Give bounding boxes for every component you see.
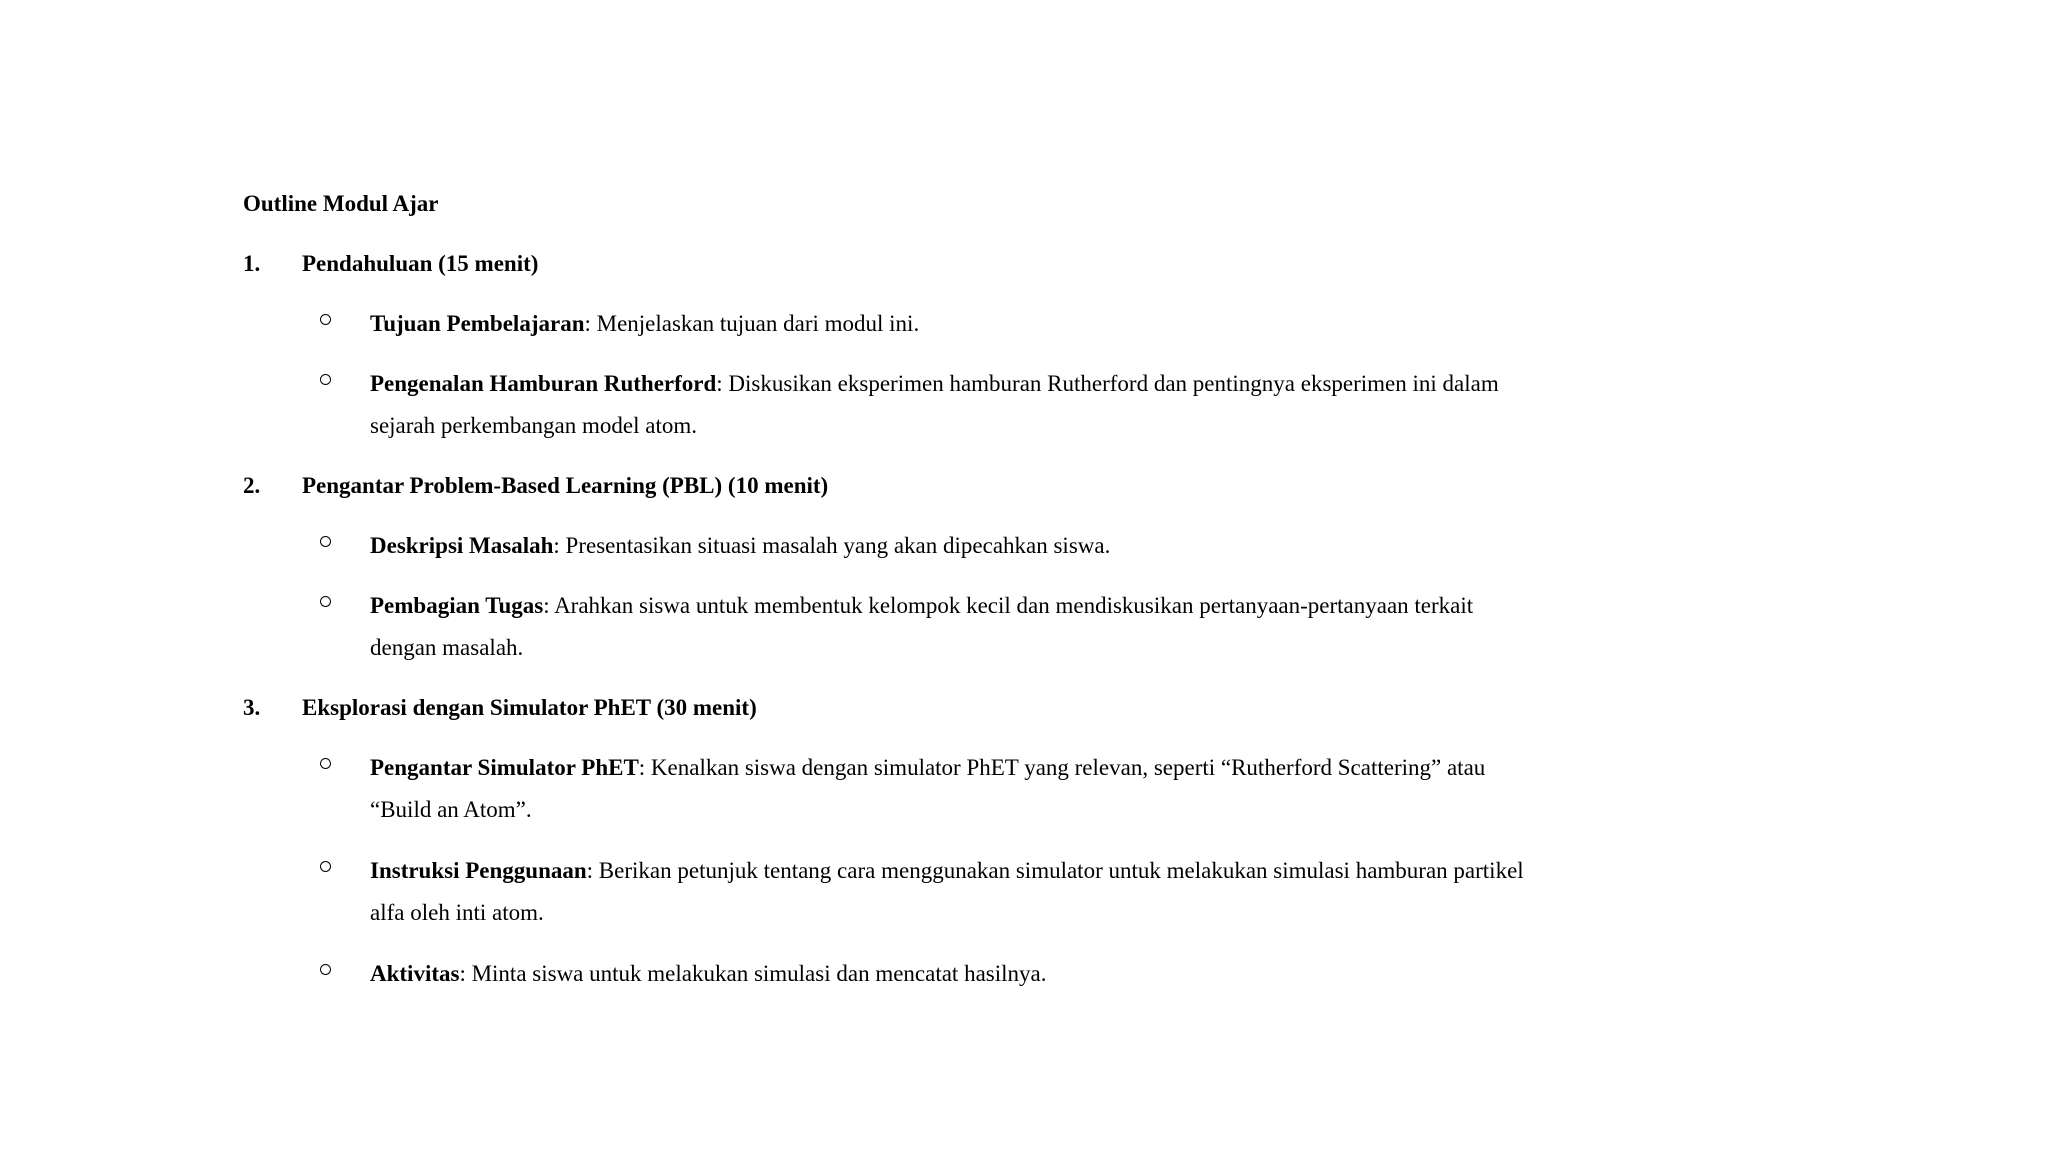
list-item-text [370,303,1540,345]
list-item-text [370,585,1540,669]
list-item [320,953,1540,995]
item-description: : Arahkan siswa untuk membentuk kelompok kecil dan mendiskusikan pertanyaan-pertanyaan terkait dengan masalah. [370,593,1474,660]
item-description: : Presentasikan situasi masalah yang akan dipecahkan siswa. [553,533,1111,558]
list-item-text [370,747,1540,831]
list-item-text [370,953,1540,995]
list-item [320,303,1540,345]
list-item [320,585,1540,669]
item-term: Tujuan Pembelajaran [370,311,585,336]
hollow-bullet-icon [320,374,331,385]
item-description: : Kenalkan siswa dengan simulator PhET yang relevan, seperti “Rutherford Scattering” atau “Build an Atom”. [370,755,1486,822]
section-title: Pengantar Problem-Based Learning (PBL) (10 menit) [302,473,829,498]
item-term: Pembagian Tugas [370,593,544,618]
hollow-bullet-icon [320,596,331,607]
list-item [320,363,1540,447]
document-heading: Outline Modul Ajar [243,191,439,216]
section-number: 2. [243,473,261,498]
list-item [320,850,1540,934]
item-term: Aktivitas [370,961,460,986]
hollow-bullet-icon [320,964,331,975]
list-item-text [370,363,1540,447]
section-number: 1. [243,251,261,276]
section-title: Pendahuluan (15 menit) [302,251,539,276]
item-description: : Minta siswa untuk melakukan simulasi dan mencatat hasilnya. [459,961,1047,986]
section-title: Eksplorasi dengan Simulator PhET (30 menit) [302,695,757,720]
list-item-text [370,525,1540,567]
list-item [320,747,1540,831]
list-item [320,525,1540,567]
item-term: Pengantar Simulator PhET [370,755,639,780]
item-term: Deskripsi Masalah [370,533,554,558]
hollow-bullet-icon [320,861,331,872]
item-description: : Menjelaskan tujuan dari modul ini. [584,311,920,336]
item-term: Pengenalan Hamburan Rutherford [370,371,717,396]
list-item-text [370,850,1540,934]
item-description: : Berikan petunjuk tentang cara menggunakan simulator untuk melakukan simulasi hamburan partikel alfa oleh inti atom. [370,858,1524,925]
hollow-bullet-icon [320,536,331,547]
section-number: 3. [243,695,261,720]
hollow-bullet-icon [320,314,331,325]
item-term: Instruksi Penggunaan [370,858,587,883]
item-description: : Diskusikan eksperimen hamburan Rutherford dan pentingnya eksperimen ini dalam sejarah perkembangan model atom. [370,371,1499,438]
hollow-bullet-icon [320,758,331,769]
